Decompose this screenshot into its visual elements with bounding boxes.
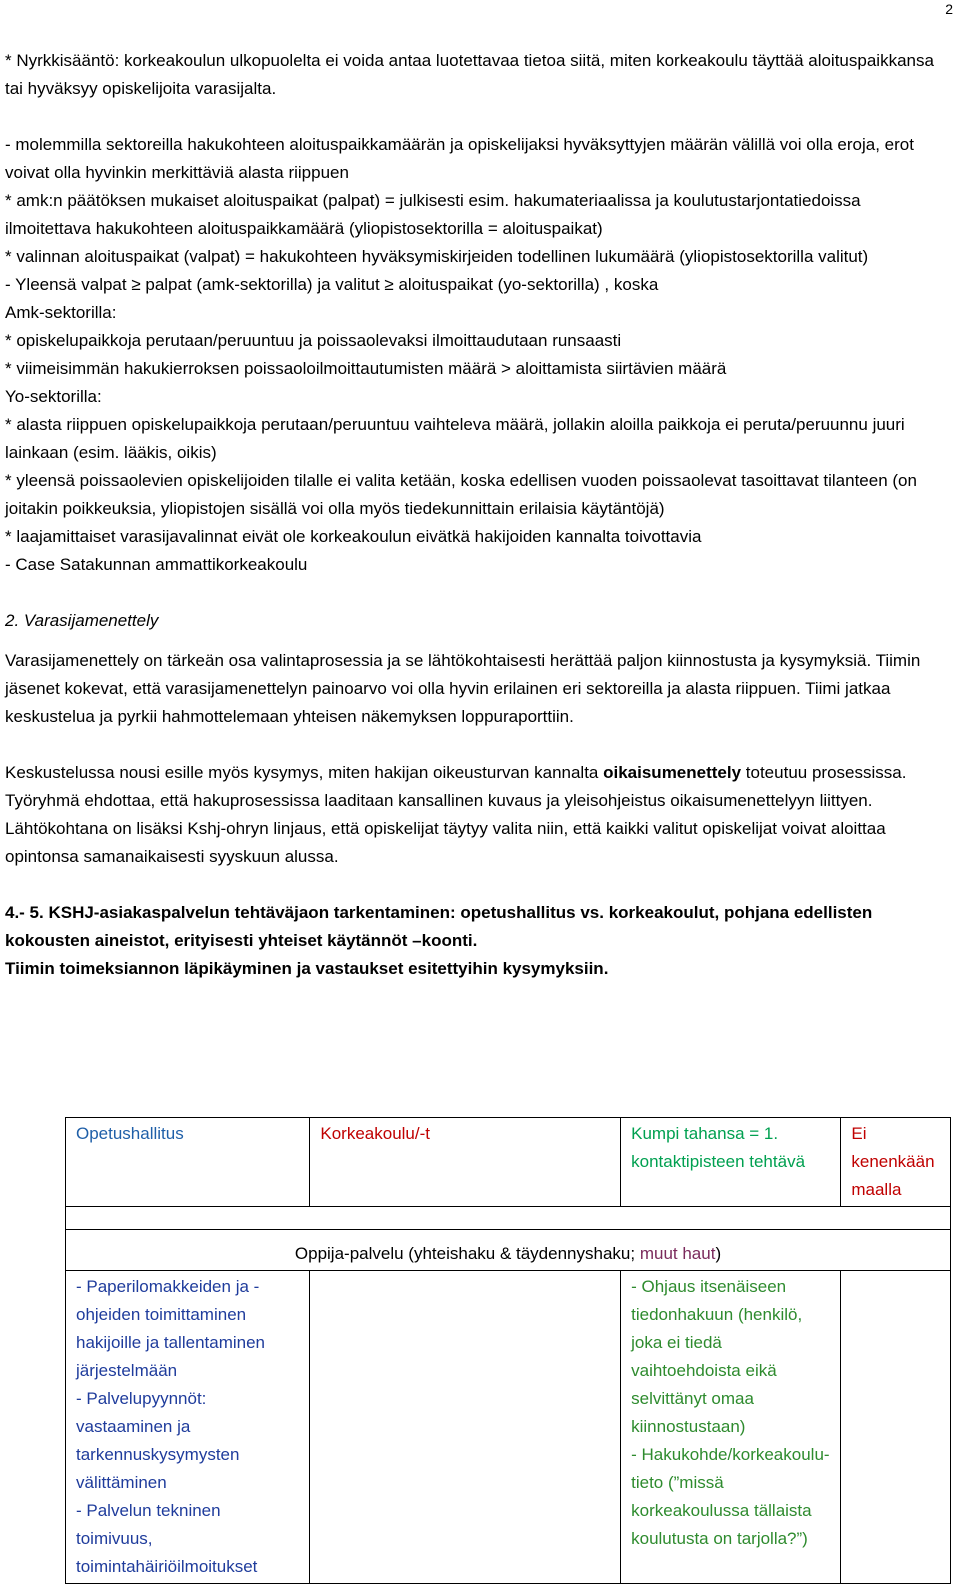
- section-heading: 2. Varasijamenettely: [5, 611, 159, 630]
- task-item: - Palvelupyynnöt: vastaaminen ja tarkennuskysymysten välittäminen: [76, 1389, 240, 1492]
- paragraph: * opiskelupaikkoja perutaan/peruuntuu ja poissaolevaksi ilmoittaudutaan runsaasti: [5, 331, 622, 350]
- task-division-table: [65, 1117, 951, 1584]
- paragraph: * Nyrkkisääntö: korkeakoulun ulkopuolelta ei voida antaa luotettavaa tietoa siitä, miten korkeakoulu täyttää aloituspaikkansa tai hyväksyy opiskelijoita varasijalta.: [5, 51, 934, 98]
- task-item: - Hakukohde/korkeakoulu-tieto (”missä korkeakoulussa tällaista koulutusta on tarjolla?”): [631, 1445, 830, 1548]
- header-korkeakoulu: Korkeakoulu/-t: [310, 1118, 621, 1207]
- emphasis: oikaisumenettely: [603, 763, 742, 782]
- document-body: [5, 47, 950, 983]
- page-number: 2: [945, 1, 953, 17]
- header-ei-kenenkaan: Ei kenenkään maalla: [841, 1118, 951, 1207]
- paragraph: - Yleensä valpat ≥ palpat (amk-sektorilla) ja valitut ≥ aloituspaikat (yo-sektorilla) , koska: [5, 275, 659, 294]
- paragraph: Amk-sektorilla:: [5, 303, 117, 322]
- paragraph: * laajamittaiset varasijavalinnat eivät ole korkeakoulun eivätkä hakijoiden kannalta toivottavia: [5, 527, 702, 546]
- ei-kenenkaan-tasks: [841, 1271, 951, 1584]
- header-kumpi-tahansa: Kumpi tahansa = 1. kontaktipisteen tehtävä: [621, 1118, 841, 1207]
- section-label-text: Oppija-palvelu (yhteishaku & täydennyshaku;: [294, 1244, 640, 1263]
- paragraph: * viimeisimmän hakukierroksen poissaoloilmoittautumisten määrä > aloittamista siirtävien määrä: [5, 359, 727, 378]
- section-heading: 4.- 5. KSHJ-asiakaspalvelun tehtäväjaon tarkentaminen: opetushallitus vs. korkeakoulut, pohjana edellisten kokousten aineistot, erityisesti yhteiset käytännöt –koonti.: [5, 903, 873, 950]
- paragraph: * alasta riippuen opiskelupaikkoja perutaan/peruuntuu vaihteleva määrä, jollakin aloilla paikkoja ei peruta/peruunnu juuri lainkaan (esim. lääkis, oikis): [5, 415, 905, 462]
- table-section-row: [66, 1230, 951, 1271]
- paragraph: - Case Satakunnan ammattikorkeakoulu: [5, 555, 308, 574]
- paragraph: * valinnan aloituspaikat (valpat) = hakukohteen hyväksymiskirjeiden todellinen lukumäärä (yliopistosektorilla valitut): [5, 247, 869, 266]
- paragraph: * yleensä poissaolevien opiskelijoiden tilalle ei valita ketään, koska edellisen vuoden poissaolevat tasoittavat tilanteen (on joitakin poikkeuksia, yliopistojen sisällä voi olla myös tiedekunnittain erilaisia käytäntöjä): [5, 471, 917, 518]
- paragraph: [5, 759, 950, 871]
- task-item: - Paperilomakkeiden ja -ohjeiden toimittaminen hakijoille ja tallentaminen järjestelmään: [76, 1277, 266, 1380]
- paragraph: Varasijamenettely on tärkeän osa valintaprosessia ja se lähtökohtaisesti herättää paljon kiinnostusta ja kysymyksiä. Tiimin jäsenet kokevat, että varasijamenettelyn painoarvo voi olla hyvin erilainen eri sektoreilla ja alasta riippuen. Tiimi jatkaa keskustelua ja pyrkii hahmottelemaan yhteisen näkemyksen loppuraporttiin.: [5, 651, 921, 726]
- section-label-highlight: muut haut: [639, 1244, 716, 1263]
- table-spacer-row: [66, 1207, 951, 1230]
- section-label-text: ): [715, 1244, 722, 1263]
- kumpi-tahansa-tasks: [621, 1271, 841, 1584]
- opetushallitus-tasks: [66, 1271, 310, 1584]
- text-run: Keskustelussa nousi esille myös kysymys, miten hakijan oikeusturvan kannalta: [5, 763, 604, 782]
- section-label: [66, 1230, 951, 1271]
- paragraph: Yo-sektorilla:: [5, 387, 102, 406]
- task-item: - Palvelun tekninen toimivuus, toimintahäiriöilmoitukset: [76, 1501, 258, 1576]
- text-run: toteutuu prosessissa. Työryhmä ehdottaa, että hakuprosessissa laaditaan kansallinen kuvaus ja yleisohjeistus oikaisumenettelyyn liittyen. Lähtökohtana on lisäksi Kshj-ohryn linjaus, että opiskelijat täytyy valita niin, että kaikki valitut opiskelijat voivat aloittaa opintonsa samanaikaisesti syyskuun alussa.: [5, 763, 907, 866]
- header-opetushallitus: Opetushallitus: [66, 1118, 310, 1207]
- table-row: [66, 1271, 951, 1584]
- paragraph: - molemmilla sektoreilla hakukohteen aloituspaikkamäärän ja opiskelijaksi hyväksyttyjen määrän välillä voi olla eroja, erot voivat olla hyvinkin merkittäviä alasta riippuen: [5, 135, 914, 182]
- paragraph: * amk:n päätöksen mukaiset aloituspaikat (palpat) = julkisesti esim. hakumateriaalissa ja koulutustarjontatiedoissa ilmoitettava hakukohteen aloituspaikkamäärä (yliopistosektorilla = aloituspaikat): [5, 191, 861, 238]
- korkeakoulu-tasks: [310, 1271, 621, 1584]
- section-subheading: Tiimin toimeksiannon läpikäyminen ja vastaukset esitettyihin kysymyksiin.: [5, 959, 609, 978]
- task-item: - Ohjaus itsenäiseen tiedonhakuun (henkilö, joka ei tiedä vaihtoehdoista eikä selvittänyt omaa kiinnostustaan): [631, 1277, 803, 1436]
- table-header-row: [66, 1118, 951, 1207]
